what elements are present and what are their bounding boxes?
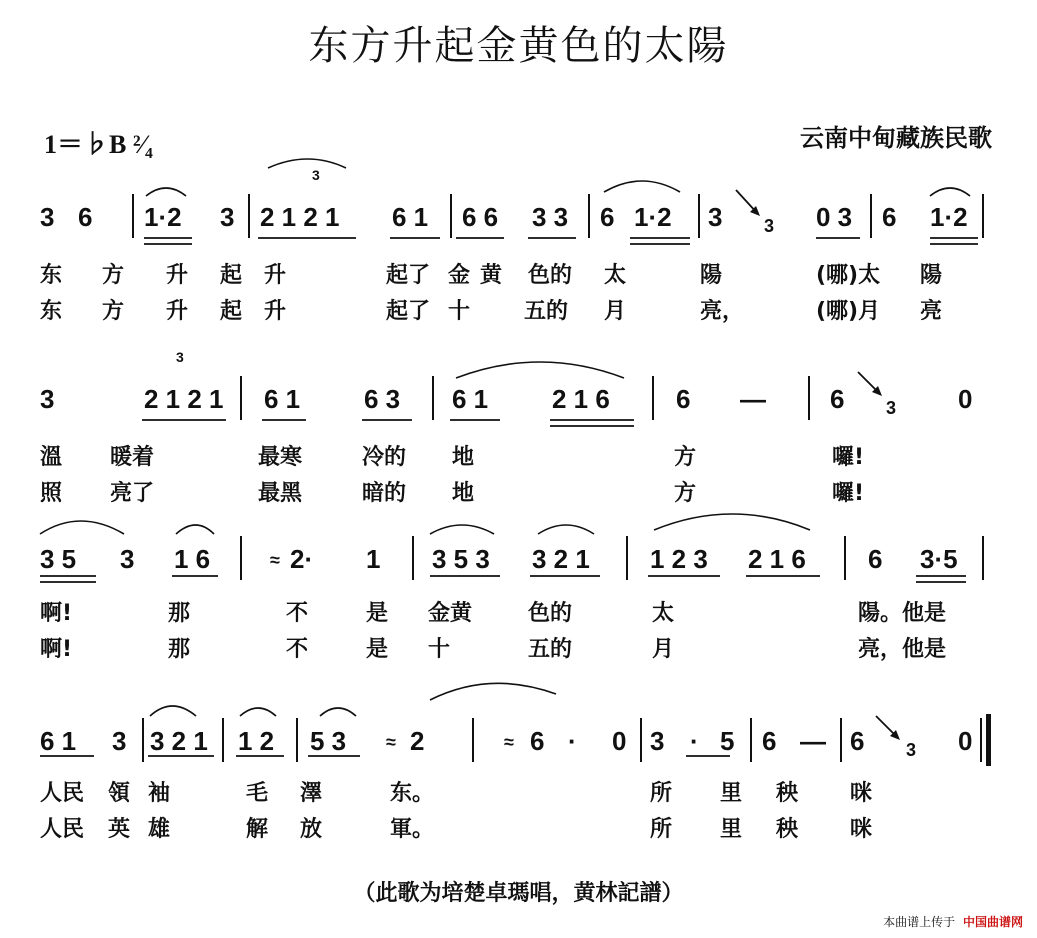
notation-line-1 bbox=[40, 180, 990, 250]
lyric-syllable: 升 bbox=[166, 299, 189, 324]
lyric-syllable: 英 bbox=[108, 817, 131, 842]
site-footer bbox=[883, 913, 1023, 930]
lyric-syllable: 是 bbox=[366, 637, 389, 662]
note: 3 5 3 bbox=[432, 544, 490, 574]
grace-mark: ≈ bbox=[386, 732, 396, 752]
lyric-syllable: 地 bbox=[452, 481, 475, 506]
note: 3 5 bbox=[40, 544, 77, 574]
note: 6 bbox=[882, 202, 897, 232]
notation-line-2 bbox=[40, 362, 990, 432]
note: 1 bbox=[366, 544, 381, 574]
barline bbox=[240, 376, 242, 420]
lyric-syllable: 方 bbox=[102, 299, 125, 324]
lyric-syllable: 陽 bbox=[700, 263, 723, 288]
lyric-syllable: 咪 bbox=[850, 781, 873, 806]
note: 0 3 bbox=[816, 202, 853, 232]
svg-text:3: 3 bbox=[176, 349, 184, 365]
note: 6 bbox=[676, 384, 691, 414]
note: 6 bbox=[850, 726, 865, 756]
barline bbox=[870, 194, 872, 238]
barline bbox=[248, 194, 250, 238]
barline bbox=[982, 536, 984, 580]
lyric-syllable: 五的 bbox=[524, 299, 569, 324]
note: 2 1 2 1 bbox=[144, 384, 224, 414]
note: 3 bbox=[886, 398, 897, 418]
lyric-syllable: 月 bbox=[604, 299, 627, 324]
lyric-syllable: 雄 bbox=[148, 817, 171, 842]
note: 1·2 bbox=[144, 202, 182, 232]
barline bbox=[640, 718, 642, 762]
lyric-syllable: 所 bbox=[650, 781, 673, 806]
lyric-syllable: 人民 bbox=[40, 817, 85, 842]
lyric-syllable: 所 bbox=[650, 817, 673, 842]
lyric-syllable: 照 bbox=[40, 481, 63, 506]
lyric-syllable: 升 bbox=[264, 263, 287, 288]
lyric-syllable: 金黄 bbox=[428, 601, 473, 626]
note: · bbox=[568, 726, 577, 756]
lyric-syllable: 溫 bbox=[40, 445, 63, 470]
lyric-syllable: 秧 bbox=[776, 817, 799, 842]
lyric-syllable: 暖着 bbox=[110, 445, 155, 470]
lyric-syllable: 太 bbox=[652, 601, 675, 626]
note: 0 bbox=[612, 726, 627, 756]
slur bbox=[430, 683, 556, 700]
note: 1·2 bbox=[930, 202, 968, 232]
lyric-syllable: 方 bbox=[102, 263, 125, 288]
lyrics-verse-2 bbox=[40, 476, 990, 506]
song-title: 东方升起金黄色的太陽 bbox=[308, 23, 729, 69]
lyric-syllable: 最寒 bbox=[258, 445, 303, 470]
note: 6 bbox=[868, 544, 883, 574]
lyric-syllable: 东。 bbox=[390, 781, 435, 806]
lyric-syllable: 升 bbox=[264, 299, 287, 324]
barline bbox=[982, 194, 984, 238]
lyric-syllable: 軍。 bbox=[390, 817, 435, 842]
lyrics-verse-2 bbox=[40, 294, 990, 324]
lyrics-verse-1 bbox=[40, 258, 990, 288]
lyric-syllable: 囉! bbox=[832, 481, 865, 506]
note: — bbox=[800, 726, 826, 756]
lyric-syllable: 領 bbox=[108, 781, 131, 806]
lyric-syllable: 放 bbox=[300, 817, 323, 842]
note: 3 bbox=[40, 202, 55, 232]
lyric-syllable: 十 bbox=[448, 299, 471, 324]
lyric-syllable: 起了 bbox=[386, 263, 431, 288]
lyric-syllable: 东 bbox=[40, 263, 63, 288]
key-signature: 1＝♭B ²⁄₄ bbox=[44, 130, 153, 159]
lyric-syllable: 里 bbox=[720, 817, 743, 842]
lyric-syllable: 亮，他是 bbox=[858, 637, 947, 662]
lyric-syllable: 冷的 bbox=[362, 445, 407, 470]
lyric-syllable: 不 bbox=[286, 637, 309, 662]
note: 3·5 bbox=[920, 544, 958, 574]
note: 3 bbox=[906, 740, 917, 760]
note: 3 bbox=[40, 384, 55, 414]
lyric-syllable: 金 bbox=[448, 263, 471, 288]
lyric-syllable: 毛 bbox=[246, 781, 269, 806]
lyric-syllable: 东 bbox=[40, 299, 63, 324]
lyric-syllable: 陽。他是 bbox=[858, 601, 947, 626]
lyrics-verse-2 bbox=[40, 632, 990, 662]
lyric-syllable: (哪)太 bbox=[816, 263, 881, 288]
note: 2 1 6 bbox=[748, 544, 806, 574]
lyric-syllable: 亮 bbox=[920, 299, 943, 324]
lyric-syllable: 月 bbox=[652, 637, 675, 662]
lyric-syllable: 不 bbox=[286, 601, 309, 626]
lyric-syllable: 五的 bbox=[528, 637, 573, 662]
barline bbox=[808, 376, 810, 420]
barline bbox=[432, 376, 434, 420]
note: 3 bbox=[120, 544, 135, 574]
note: 2 1 2 1 bbox=[260, 202, 340, 232]
note: 6 1 bbox=[40, 726, 77, 756]
lyric-syllable: 陽 bbox=[920, 263, 943, 288]
note: 0 bbox=[958, 384, 973, 414]
final-barline bbox=[986, 714, 991, 766]
lyrics-verse-1 bbox=[40, 776, 990, 806]
note: 3 2 1 bbox=[532, 544, 590, 574]
note: 1·2 bbox=[634, 202, 672, 232]
note: 6 bbox=[600, 202, 615, 232]
note: 6 1 bbox=[264, 384, 301, 414]
note: 3 bbox=[650, 726, 665, 756]
lyric-syllable: 起 bbox=[220, 263, 243, 288]
lyric-syllable: 十 bbox=[428, 637, 451, 662]
lyric-syllable: 解 bbox=[246, 817, 269, 842]
note: 6 3 bbox=[364, 384, 401, 414]
barline bbox=[750, 718, 752, 762]
barline bbox=[296, 718, 298, 762]
note: 1 2 3 bbox=[650, 544, 708, 574]
note: 0 bbox=[958, 726, 973, 756]
lyric-syllable: 起了 bbox=[386, 299, 431, 324]
lyric-syllable: 色的 bbox=[528, 601, 573, 626]
lyric-syllable: 地 bbox=[452, 445, 475, 470]
lyric-syllable: 起 bbox=[220, 299, 243, 324]
barline bbox=[412, 536, 414, 580]
lyric-syllable: 是 bbox=[366, 601, 389, 626]
note: 5 3 bbox=[310, 726, 347, 756]
lyric-syllable: 秧 bbox=[776, 781, 799, 806]
lyric-syllable: 啊! bbox=[40, 637, 73, 662]
grace-mark: ≈ bbox=[504, 732, 514, 752]
note: 2· bbox=[290, 544, 314, 574]
barline bbox=[840, 718, 842, 762]
note: 6 bbox=[762, 726, 777, 756]
note: 6 bbox=[78, 202, 93, 232]
svg-text:3: 3 bbox=[312, 167, 320, 183]
note: 6 6 bbox=[462, 202, 499, 232]
barline bbox=[844, 536, 846, 580]
footer-text: 本曲谱上传于 bbox=[883, 915, 956, 929]
barline bbox=[132, 194, 134, 238]
lyric-syllable: 袖 bbox=[148, 781, 171, 806]
barline bbox=[222, 718, 224, 762]
lyric-syllable: 升 bbox=[166, 263, 189, 288]
note: 6 1 bbox=[452, 384, 489, 414]
lyric-syllable: 咪 bbox=[850, 817, 873, 842]
barline bbox=[980, 718, 982, 762]
lyric-syllable: 亮了 bbox=[110, 481, 155, 506]
barline bbox=[472, 718, 474, 762]
notation-line-3 bbox=[40, 522, 990, 592]
lyric-syllable: 太 bbox=[604, 263, 627, 288]
lyric-syllable: 黄 bbox=[480, 263, 503, 288]
note: 1 6 bbox=[174, 544, 211, 574]
note: 2 bbox=[410, 726, 425, 756]
slur bbox=[268, 159, 346, 168]
lyric-syllable: 里 bbox=[720, 781, 743, 806]
barline bbox=[450, 194, 452, 238]
lyric-syllable: 方 bbox=[674, 445, 697, 470]
lyric-syllable: 最黑 bbox=[258, 481, 303, 506]
note: 6 bbox=[530, 726, 545, 756]
site-logo[interactable]: 中国曲谱网 bbox=[962, 915, 1023, 929]
note: 3 2 1 bbox=[150, 726, 208, 756]
barline bbox=[698, 194, 700, 238]
note: 5 bbox=[720, 726, 735, 756]
lyric-syllable: 人民 bbox=[40, 781, 85, 806]
notation-line-4 bbox=[40, 704, 990, 774]
lyric-syllable: 亮， bbox=[700, 299, 745, 324]
lyric-syllable: 暗的 bbox=[362, 481, 407, 506]
lyrics-verse-2 bbox=[40, 812, 990, 842]
lyric-syllable: (哪)月 bbox=[816, 299, 881, 324]
note: · bbox=[690, 726, 699, 756]
note: 2 1 6 bbox=[552, 384, 610, 414]
note: 3 bbox=[764, 216, 775, 236]
barline bbox=[588, 194, 590, 238]
barline bbox=[626, 536, 628, 580]
note: 3 bbox=[220, 202, 235, 232]
lyric-syllable: 那 bbox=[168, 637, 191, 662]
note: — bbox=[740, 384, 766, 414]
note: 6 bbox=[830, 384, 845, 414]
lyric-syllable: 方 bbox=[674, 481, 697, 506]
note: 1 2 bbox=[238, 726, 275, 756]
lyric-syllable: 那 bbox=[168, 601, 191, 626]
lyric-syllable: 色的 bbox=[528, 263, 573, 288]
lyric-syllable: 澤 bbox=[300, 781, 323, 806]
note: 3 bbox=[708, 202, 723, 232]
transcription-credit: （此歌为培楚卓瑪唱，黄林記譜） bbox=[353, 880, 684, 906]
lyric-syllable: 啊! bbox=[40, 601, 73, 626]
grace-mark: ≈ bbox=[270, 550, 280, 570]
lyrics-verse-1 bbox=[40, 440, 990, 470]
barline bbox=[142, 718, 144, 762]
barline bbox=[240, 536, 242, 580]
note: 3 3 bbox=[532, 202, 569, 232]
lyrics-verse-1 bbox=[40, 596, 990, 626]
lyric-syllable: 囉! bbox=[832, 445, 865, 470]
barline bbox=[652, 376, 654, 420]
note: 3 bbox=[112, 726, 127, 756]
song-origin: 云南中甸藏族民歌 bbox=[800, 123, 992, 152]
note: 6 1 bbox=[392, 202, 429, 232]
